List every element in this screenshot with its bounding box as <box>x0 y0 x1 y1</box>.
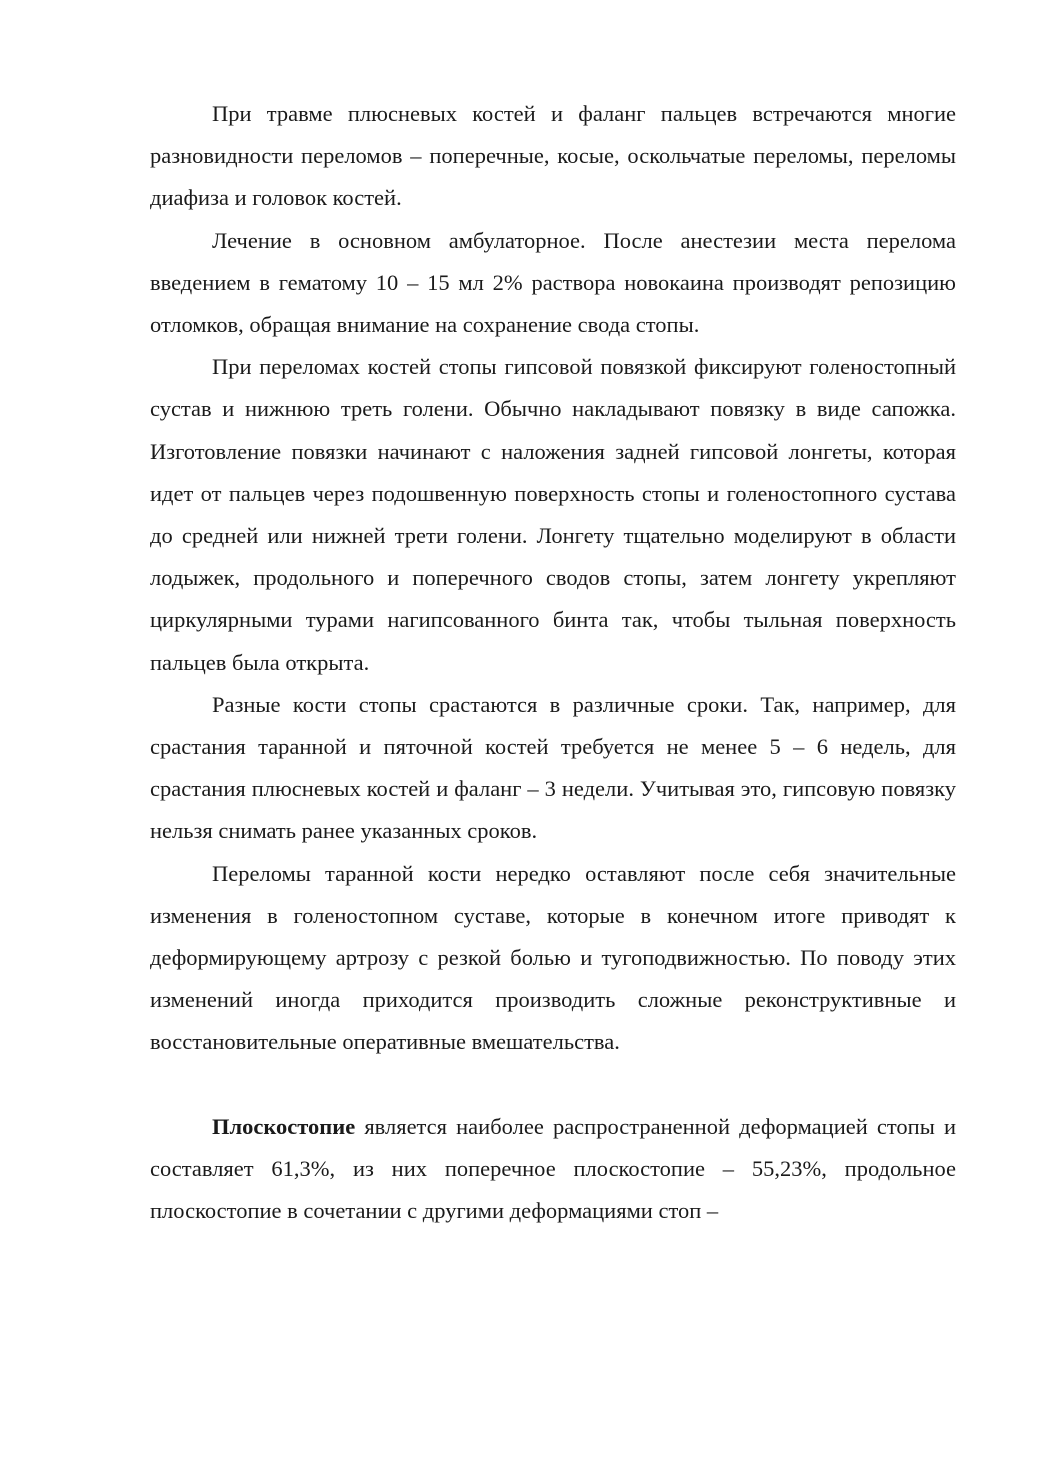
paragraph-talus-fractures: Переломы таранной кости нередко оставляют после себя значительные изменения в голеностопном суставе, которые в конечном итоге приводят к деформирующему артрозу с резкой болью и тугоподвижностью. По поводу этих изменений иногда приходится производить сложные реконструктивные и восстановительные оперативные вмешательства. <box>150 860 956 1055</box>
document-page <box>150 93 956 1232</box>
flatfoot-text: является наиболее распространенной деформацией стопы и составляет 61,3%, из них поперечное плоскостопие – 55,23%, продольное плоскостопие в сочетании с другими деформациями стоп – <box>150 1113 956 1224</box>
paragraph-flatfoot <box>150 1106 956 1233</box>
paragraph-spacer <box>150 1064 956 1106</box>
paragraph-metatarsal-fractures: При травме плюсневых костей и фаланг пальцев встречаются многие разновидности переломов – поперечные, косые, оскольчатые переломы, переломы диафиза и головок костей. <box>150 101 956 211</box>
paragraph-healing-time: Разные кости стопы срастаются в различные сроки. Так, например, для срастания таранной и пяточной костей требуется не менее 5 – 6 недель, для срастания плюсневых костей и фаланг – 3 недели. Учитывая это, гипсовую повязку нельзя снимать ранее указанных сроков. <box>150 691 956 844</box>
paragraph-plaster-cast: При переломах костей стопы гипсовой повязкой фиксируют голеностопный сустав и нижнюю треть голени. Обычно накладывают повязку в виде сапожка. Изготовление повязки начинают с наложения задней гипсовой лонгеты, которая идет от пальцев через подошвенную поверхность стопы и голеностопного сустава до средней или нижней трети голени. Лонгету тщательно моделируют в области лодыжек, продольного и поперечного сводов стопы, затем лонгету укрепляют циркулярными турами нагипсованного бинта так, чтобы тыльная поверхность пальцев была открыта. <box>150 354 956 675</box>
flatfoot-term: Плоскостопие <box>212 1113 356 1139</box>
paragraph-treatment: Лечение в основном амбулаторное. После анестезии места перелома введением в гематому 10 – 15 мл 2% раствора новокаина производят репозицию отломков, обращая внимание на сохранение свода стопы. <box>150 227 956 338</box>
